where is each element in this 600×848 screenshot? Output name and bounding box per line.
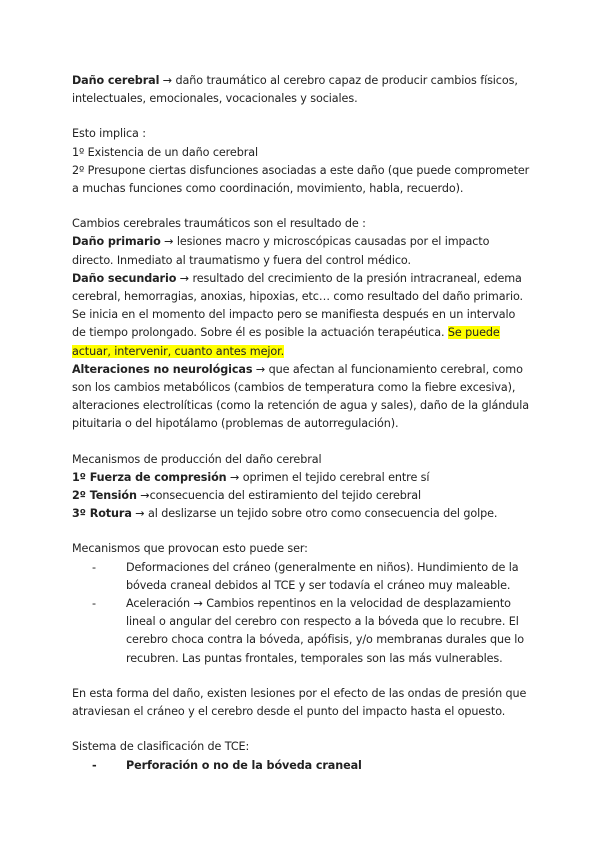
mecanismo-3-term: 3º Rotura <box>72 507 132 521</box>
list-item-text: Perforación o no de la bóveda craneal <box>126 758 362 772</box>
mecanismo-2-term: 2º Tensión <box>72 489 137 503</box>
list-item <box>72 559 532 595</box>
mecanismos-produccion-heading: Mecanismos de producción del daño cerebral <box>72 452 322 466</box>
paragraph-dano-cerebral <box>72 72 532 108</box>
clasificacion-list <box>72 757 532 775</box>
term-dano-primario: Daño primario <box>72 235 161 249</box>
definition-dano-secundario: → resultado del crecimiento de la presión intracraneal, edema cerebral, hemorragias, anoxias, hipoxias, etc… como resultado del daño primario. Se inicia en el momento del impacto pero se manifiesta después en un intervalo de tiempo prolongado. Sobre él es posible la actuación terapéutica. <box>72 271 523 340</box>
highlighted-text: Se puede actuar, intervenir, cuanto antes mejor. <box>72 326 500 358</box>
list-bullet: - <box>92 597 96 611</box>
document-body <box>72 72 532 775</box>
paragraph-dano-secundario <box>72 270 532 361</box>
list-bullet: - <box>92 560 96 574</box>
definition-alteraciones: → que afectan al funcionamiento cerebral, como son los cambios metabólicos (cambios de temperatura como la fiebre excesiva), alteraciones electrolíticas (como la retención de agua y sales), daño de la glándula pituitaria o del hipotálamo (problemas de autorregulación). <box>72 362 529 431</box>
list-item-text: Aceleración → Cambios repentinos en la velocidad de desplazamiento lineal o angular del cerebro con respecto a la bóveda que lo recubre. El cerebro choca contra la bóveda, apófisis, y/o membranas durales que lo recubren. Las puntas frontales, temporales son las más vulnerables. <box>126 597 524 665</box>
mecanismos-list <box>72 559 532 668</box>
term-dano-secundario: Daño secundario <box>72 271 177 285</box>
list-item <box>72 595 532 668</box>
paragraph-alteraciones <box>72 361 532 434</box>
cambios-intro: Cambios cerebrales traumáticos son el resultado de : <box>72 217 366 231</box>
mecanismo-2 <box>72 487 532 505</box>
list-item <box>72 757 532 775</box>
list-item-text: Deformaciones del cráneo (generalmente en niños). Hundimiento de la bóveda craneal debidos al TCE y ser todavía el cráneo muy maleable. <box>126 560 519 592</box>
implica-item-1: 1º Existencia de un daño cerebral <box>72 145 258 159</box>
clasificacion-heading: Sistema de clasificación de TCE: <box>72 740 250 754</box>
term-dano-cerebral: Daño cerebral <box>72 74 160 87</box>
mecanismo-3 <box>72 505 532 523</box>
mecanismo-1-term: 1º Fuerza de compresión <box>72 470 227 484</box>
mecanismo-1-text: → oprimen el tejido cerebral entre sí <box>226 470 430 484</box>
mecanismo-2-text: →consecuencia del estiramiento del tejido cerebral <box>136 489 422 503</box>
definition-dano-primario: → lesiones macro y microscópicas causadas por el impacto directo. Inmediato al traumatismo y fuera del control médico. <box>72 235 490 267</box>
definition-dano-cerebral: → daño traumático al cerebro capaz de producir cambios físicos, intelectuales, emocionales, vocacionales y sociales. <box>72 74 518 106</box>
paragraph-dano-primario <box>72 233 532 269</box>
mecanismo-1 <box>72 469 532 487</box>
implica-intro: Esto implica : <box>72 127 146 141</box>
list-bullet: - <box>92 758 97 772</box>
mecanismo-3-text: → al deslizarse un tejido sobre otro como consecuencia del golpe. <box>131 507 498 521</box>
term-alteraciones-no-neurologicas: Alteraciones no neurológicas <box>72 362 253 376</box>
paragraph-ondas-presion: En esta forma del daño, existen lesiones por el efecto de las ondas de presión que atraviesan el cráneo y el cerebro desde el punto del impacto hasta el opuesto. <box>72 686 527 719</box>
mecanismos-provocan-intro: Mecanismos que provocan esto puede ser: <box>72 542 308 556</box>
implica-item-2: 2º Presupone ciertas disfunciones asociadas a este daño (que puede comprometer a muchas funciones como coordinación, movimiento, habla, recuerdo). <box>72 163 530 196</box>
